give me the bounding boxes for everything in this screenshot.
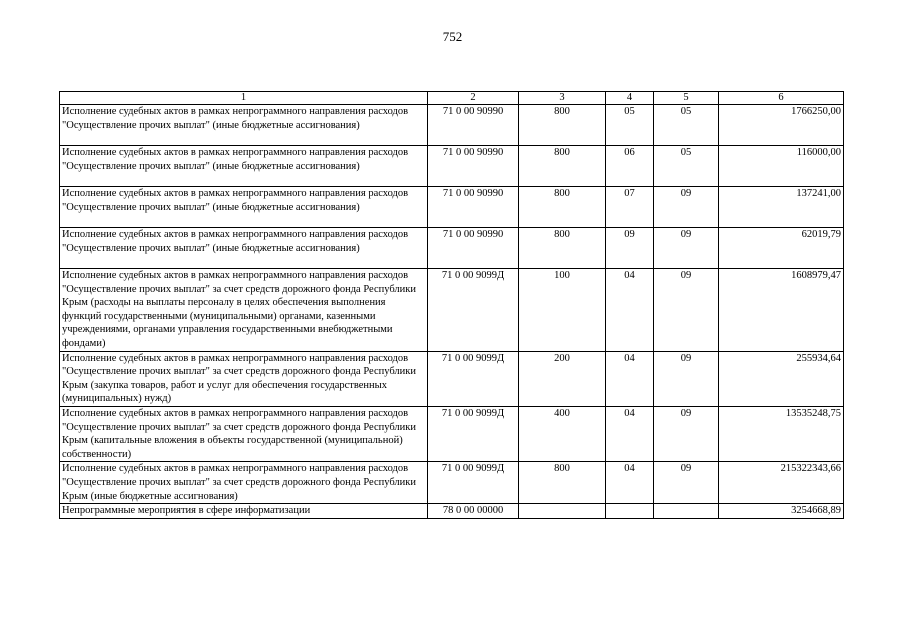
row-pr: 09 [654,462,719,504]
row-pr: 09 [654,406,719,461]
table-row [60,504,844,519]
row-amount: 1766250,00 [719,105,844,146]
table-row [60,269,844,352]
table-row [60,146,844,187]
header-row [60,92,844,105]
row-amount: 137241,00 [719,187,844,228]
row-name: Исполнение судебных актов в рамках непрограммного направления расходов "Осуществление прочих выплат" за счет средств дорожного фонда Республики Крым (закупка товаров, работ и услуг для обеспечения государственных (муниципальных) нужд) [60,351,428,406]
row-amount: 3254668,89 [719,504,844,519]
row-pr: 09 [654,351,719,406]
table-row [60,228,844,269]
row-vr: 800 [519,146,606,187]
header-col-1: 1 [60,92,428,105]
row-code: 71 0 00 90990 [428,105,519,146]
row-amount: 255934,64 [719,351,844,406]
table-row [60,105,844,146]
row-rz: 04 [606,351,654,406]
row-name: Непрограммные мероприятия в сфере информатизации [60,504,428,519]
row-amount: 13535248,75 [719,406,844,461]
row-vr: 800 [519,187,606,228]
row-code: 71 0 00 90990 [428,187,519,228]
row-amount: 1608979,47 [719,269,844,352]
budget-table [59,91,844,519]
page-number: 752 [442,29,463,44]
row-rz: 04 [606,406,654,461]
row-code: 71 0 00 9099Д [428,351,519,406]
row-vr: 100 [519,269,606,352]
row-pr: 09 [654,228,719,269]
row-rz: 04 [606,462,654,504]
row-amount: 62019,79 [719,228,844,269]
row-vr: 400 [519,406,606,461]
row-rz: 05 [606,105,654,146]
row-pr: 09 [654,269,719,352]
row-vr [519,504,606,519]
header-col-2: 2 [428,92,519,105]
row-name: Исполнение судебных актов в рамках непрограммного направления расходов "Осуществление прочих выплат" (иные бюджетные ассигнования) [60,187,428,228]
row-name: Исполнение судебных актов в рамках непрограммного направления расходов "Осуществление прочих выплат" (иные бюджетные ассигнования) [60,105,428,146]
row-code: 78 0 00 00000 [428,504,519,519]
row-pr: 09 [654,187,719,228]
table-row [60,406,844,461]
row-vr: 800 [519,228,606,269]
header-col-3: 3 [519,92,606,105]
row-code: 71 0 00 90990 [428,146,519,187]
row-code: 71 0 00 9099Д [428,269,519,352]
row-code: 71 0 00 9099Д [428,406,519,461]
row-amount: 215322343,66 [719,462,844,504]
table-row [60,187,844,228]
table-row [60,351,844,406]
row-pr [654,504,719,519]
row-name: Исполнение судебных актов в рамках непрограммного направления расходов "Осуществление прочих выплат" за счет средств дорожного фонда Республики Крым (капитальные вложения в объекты государственной (муниципальной) собственности) [60,406,428,461]
header-col-6: 6 [719,92,844,105]
row-pr: 05 [654,105,719,146]
header-col-5: 5 [654,92,719,105]
row-code: 71 0 00 9099Д [428,462,519,504]
row-rz: 09 [606,228,654,269]
row-rz: 07 [606,187,654,228]
row-rz [606,504,654,519]
row-name: Исполнение судебных актов в рамках непрограммного направления расходов "Осуществление прочих выплат" за счет средств дорожного фонда Республики Крым (иные бюджетные ассигнования) [60,462,428,504]
row-vr: 800 [519,105,606,146]
row-code: 71 0 00 90990 [428,228,519,269]
row-vr: 800 [519,462,606,504]
row-vr: 200 [519,351,606,406]
row-name: Исполнение судебных актов в рамках непрограммного направления расходов "Осуществление прочих выплат" (иные бюджетные ассигнования) [60,146,428,187]
row-rz: 04 [606,269,654,352]
row-rz: 06 [606,146,654,187]
row-name: Исполнение судебных актов в рамках непрограммного направления расходов "Осуществление прочих выплат" (иные бюджетные ассигнования) [60,228,428,269]
table-row [60,462,844,504]
row-name: Исполнение судебных актов в рамках непрограммного направления расходов "Осуществление прочих выплат" за счет средств дорожного фонда Республики Крым (расходы на выплаты персоналу в целях обеспечения выполнения функций государственными (муниципальными) органами, казенными учреждениями, органами управления государственными внебюджетными фондами) [60,269,428,352]
row-amount: 116000,00 [719,146,844,187]
row-pr: 05 [654,146,719,187]
header-col-4: 4 [606,92,654,105]
